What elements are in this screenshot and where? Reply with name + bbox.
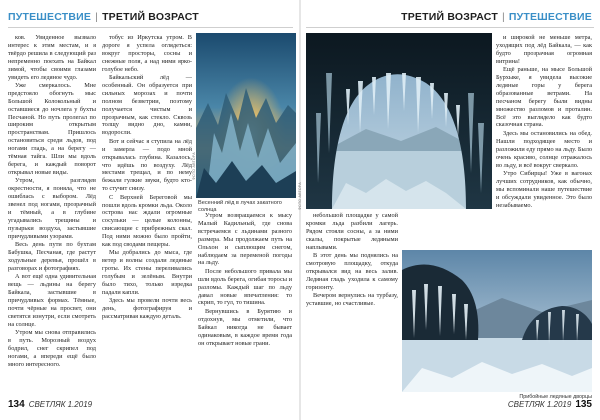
left-footer: [8, 397, 92, 411]
rubric-subsection: ПУТЕШЕСТВИЕ: [508, 11, 592, 23]
paragraph: Здесь мы остановились на обед. Нашли подходящее место и разложили еду прямо на льду. Было очень красиво, солнце отражалось во льду, и всё вокруг сверкало.: [496, 129, 592, 169]
right-column-top: [496, 34, 592, 244]
ice-sunset-image: [196, 33, 296, 198]
paragraph: небольшой площадке у самой кромки льда разбили лагерь. Рядом стояли сосны, а за ними скалы, покрытые ледяными наплывами.: [306, 212, 398, 251]
rubric-separator: |: [501, 11, 505, 23]
rubric-subsection: ТРЕТИЙ ВОЗРАСТ: [102, 11, 199, 23]
paragraph: Байкальский лёд — особенный. Он образуется при сильных морозах и почти полном безветрии, поэтому получается чистым и прозрачным, как стекло. Сквозь толщу видно дно, камни, водоросли.: [102, 74, 192, 137]
ice-palaces-image: [402, 250, 592, 392]
photo-credit: ФОТО АВТОРА: [192, 152, 196, 180]
paragraph: После небольшого привала мы шли вдоль берега, огибая торосы и разломы. Каждый шаг по льду давал новые впечатления: то скрип, то гул, то тишина.: [198, 267, 292, 307]
rubric-section: ПУТЕШЕСТВИЕ: [8, 11, 92, 23]
paragraph: Весь день пути по бухтам Бабушка, Песчаная, где растут ходульные деревья, прошёл в разговорах и фотографиях.: [8, 241, 96, 272]
photo-ice-sunset: [196, 33, 296, 198]
right-footer: [508, 397, 592, 411]
paragraph: Вернувшись в Бурятию и отдохнув, мы отметили, что Байкал никогда не бывает одинаковым, в каждое время года он открывает новые грани.: [198, 307, 292, 347]
left-column-1: [8, 34, 96, 396]
paragraph: Утром мы снова отправились в путь. Морозный воздух бодрил, снег скрипел под ногами, а впереди ещё было много интересного.: [8, 329, 96, 368]
rubric-separator: |: [95, 11, 99, 23]
paragraph: Мы добрались до мыса, где ветер и волны создали ледяные гроты. Их стены переливались голубым и зелёным. Внутри было тихо, только изредка падали капли.: [102, 249, 192, 296]
paragraph: Здесь мы провели почти весь день, фотографируя и рассматривая каждую деталь.: [102, 297, 192, 321]
right-page: [300, 0, 600, 420]
ice-grotto-image: [306, 33, 492, 209]
left-column-2: [102, 34, 192, 396]
paragraph: ков. Увиденное вызвало интерес к этим местам, и я твёрдо решила в следующий раз непременно поехать на Байкал зимой, чтобы своими глазами увидеть его ледяное чудо.: [8, 34, 96, 81]
photo-caption: Весенний лёд в лучах закатного солнца: [198, 200, 282, 213]
page-number: 134: [8, 398, 25, 410]
page-number: 135: [575, 398, 592, 410]
publication-name: СВЕТЛЯК 1.2019: [507, 399, 572, 409]
paragraph: В этот день мы поднялись на смотровую площадку, откуда открывался вид на весь залив. Ледяная гладь уходила к самому горизонту.: [306, 252, 398, 291]
paragraph: Утро Сибирцы! Уже в вагонах лучших сотрудников, как обычно, мы вспоминали наше путешествие и обсуждали увиденное. Это было незабываемо.: [496, 169, 592, 209]
paragraph: С Верхней Береговой мы пошли вдоль кромки льда. Около острова нас ждали огромные сосульки — целые колонны, свисающие с прибрежных скал. Под ними можно было пройти, как под сводами пещеры.: [102, 193, 192, 249]
left-rubric: [8, 8, 199, 26]
paragraph: Вечером вернулись на турбазу, уставшие, но счастливые.: [306, 292, 398, 307]
paragraph: Уже смеркалось. Мне предстояло обогнуть мыс Большой Колокольный и оставшиеся до ночлега у бухты Песчаной. Но путь пролегал по широким открытым пространствам. Пришлось остановиться среди льдов, под ногами гладь, а на берегу — тёмная тайга. Шли мы вдоль берега, и каждый поворот открывал новые виды.: [8, 81, 96, 176]
photo-credit: ФОТО АВТОРА: [298, 182, 302, 210]
paragraph: Утром возвращаемся к мысу Малый Кадильный, где снова встречаемся с льдинами разного размера. Мы продолжаем путь на Ольхон и сыплющим снегом, наблюдаем за переменой погоды на льду.: [198, 212, 292, 267]
right-column-1: [306, 212, 398, 396]
photo-ice-grotto: [306, 33, 492, 209]
paragraph: Ещё раньше, на мысе Большой Бурхыке, я увидела высокие ледяные горы у берега образованные ветрами. На песчаном берегу были видны множество разломов и проталин. Всё это выглядело как будто сказочная страна.: [496, 66, 592, 129]
paragraph: Вот и сейчас я ступила на лёд и замерла — подо мной открывалась глубина. Казалось, что идёшь по воздуху. Лёд местами трещал, и по нему бежали гулкие звуки, будто кто-то стучит снизу.: [102, 137, 192, 193]
publication-name: СВЕТЛЯК 1.2019: [28, 399, 93, 409]
left-column-3: [198, 212, 292, 396]
left-header-rule: [8, 27, 293, 28]
right-header-rule: [306, 27, 594, 28]
photo-caption: Прибойные ледяные дворцы: [519, 394, 592, 400]
rubric-section: ТРЕТИЙ ВОЗРАСТ: [401, 11, 498, 23]
paragraph: тобус из Иркутска утром. В дороге я успела оглядеться: вокруг просторы, сосны и снежные поля, а над ними ярко-голубое небо.: [102, 34, 192, 73]
photo-ice-palaces: [402, 250, 592, 392]
right-rubric: [401, 8, 592, 26]
paragraph: Утром, разглядев окрестности, я поняла, что не ошиблась с выбором. Лёд звенел под ногами, прозрачный и тёмный, а в глубине угадывались трещины и пузырьки воздуха, застывшие причудливыми узорами.: [8, 177, 96, 240]
paragraph: и широкой не меньше метра, уходящих под лёд Байкала, — как будто прозрачная огромная витрина!: [496, 34, 592, 65]
paragraph: А вот ещё одна удивительная вещь — льдины на берегу Байкала, застывшие в причудливых формах. Тёмные, почти чёрные на просвет, они светятся изнутри, если смотреть на солнце.: [8, 273, 96, 328]
